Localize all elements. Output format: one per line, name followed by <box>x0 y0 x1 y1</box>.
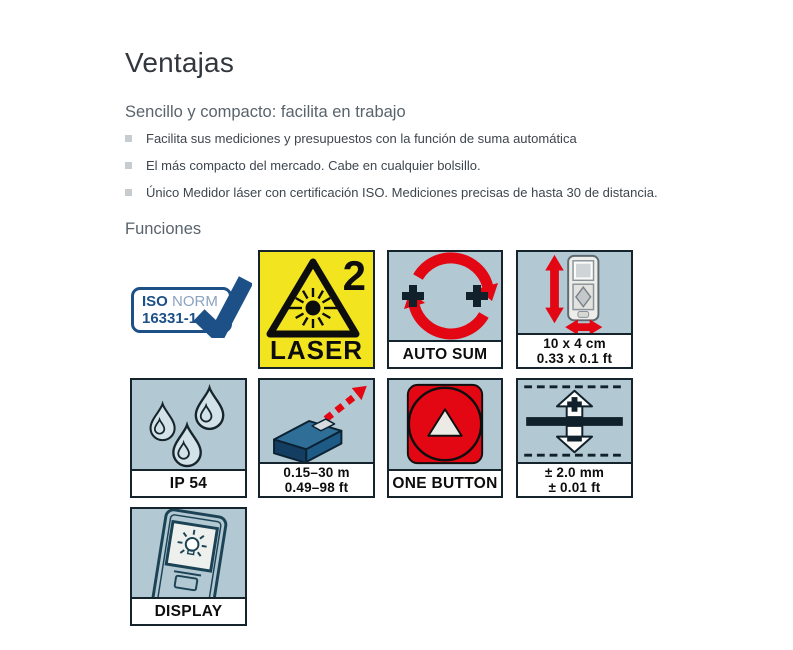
range-metric: 0.15–30 m <box>283 465 350 480</box>
feature-label: ONE BUTTON <box>389 469 501 496</box>
list-item-text: El más compacto del mercado. Cabe en cualquier bolsillo. <box>146 158 481 173</box>
checkmark-icon <box>192 272 252 338</box>
accuracy-imperial: ± 0.01 ft <box>548 480 601 495</box>
water-drops-icon <box>132 380 245 469</box>
accuracy-metric: ± 2.0 mm <box>544 465 605 480</box>
one-button-icon <box>389 380 501 469</box>
feature-tile-one-button <box>387 378 503 498</box>
illuminated-display-icon <box>132 509 245 597</box>
measuring-accuracy-icon <box>518 380 631 462</box>
feature-label: DISPLAY <box>132 597 245 624</box>
laser-range-icon <box>260 380 373 462</box>
feature-tile-ip-rating <box>130 378 247 498</box>
feature-label: IP 54 <box>132 469 245 496</box>
feature-tile-dimensions <box>516 250 633 369</box>
list-item <box>125 131 685 146</box>
square-bullet-icon <box>125 189 132 196</box>
section-subtitle: Sencillo y compacto: facilita en trabajo <box>125 103 406 121</box>
device-size-icon <box>518 252 631 333</box>
range-imperial: 0.49–98 ft <box>284 480 349 495</box>
feature-tile-accuracy <box>516 378 633 498</box>
iso-standard-number: 16331-1 <box>142 310 198 327</box>
functions-heading: Funciones <box>125 220 202 238</box>
square-bullet-icon <box>125 135 132 142</box>
advantages-list <box>125 131 685 212</box>
laser-class-number: 2 <box>342 252 366 299</box>
list-item <box>125 158 685 173</box>
feature-tile-range <box>258 378 375 498</box>
list-item-text: Facilita sus mediciones y presupuestos con la función de suma automática <box>146 131 577 146</box>
feature-label: AUTO SUM <box>389 340 501 367</box>
feature-tile-display <box>130 507 247 626</box>
feature-tile-auto-sum <box>387 250 503 369</box>
square-bullet-icon <box>125 162 132 169</box>
laser-label: LASER <box>269 335 364 365</box>
dimensions-metric: 10 x 4 cm <box>543 336 606 351</box>
list-item-text: Único Medidor láser con certificación ISO. Mediciones precisas de hasta 30 de distancia. <box>146 185 658 200</box>
dimensions-imperial: 0.33 x 0.1 ft <box>536 351 613 366</box>
iso-certification-badge <box>130 250 250 369</box>
feature-tile-laser-class <box>258 250 375 369</box>
page-title: Ventajas <box>125 47 235 78</box>
auto-sum-icon <box>389 252 501 340</box>
list-item <box>125 185 685 200</box>
iso-norm-line: ISO NORM <box>142 293 218 310</box>
